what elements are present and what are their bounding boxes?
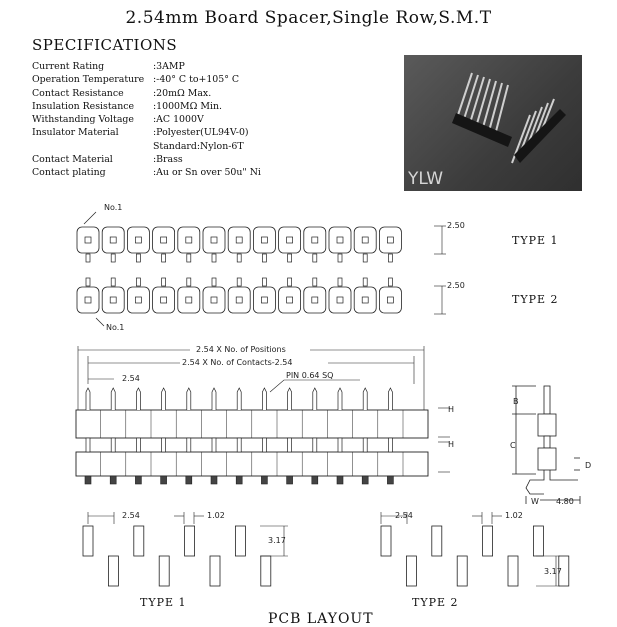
pcb-layout-title: PCB LAYOUT bbox=[268, 611, 374, 627]
pcb-pad bbox=[508, 556, 518, 586]
contact-cell bbox=[203, 278, 225, 313]
pin-square bbox=[312, 297, 318, 303]
pin-square bbox=[110, 297, 116, 303]
spec-value: :20mΩ Max. bbox=[153, 87, 212, 99]
pin-top bbox=[136, 388, 140, 410]
pin-mid bbox=[212, 438, 216, 452]
pcb-pad bbox=[108, 556, 118, 586]
pin-top bbox=[338, 388, 342, 410]
pin-square bbox=[362, 297, 368, 303]
contact-tail bbox=[111, 278, 115, 286]
pcb-pitch-1: 2.54 bbox=[122, 511, 140, 520]
pin-mid bbox=[388, 438, 392, 452]
contact-cell bbox=[354, 227, 376, 262]
contact-cell bbox=[329, 227, 351, 262]
pin-square bbox=[186, 297, 192, 303]
contact-tail bbox=[363, 278, 367, 286]
pin-mid bbox=[86, 438, 90, 452]
pin-square bbox=[85, 237, 91, 243]
pin-square bbox=[387, 237, 393, 243]
pcb-pad bbox=[432, 526, 442, 556]
contact-tail bbox=[86, 254, 90, 262]
pin-square bbox=[186, 237, 192, 243]
dim-positions: 2.54 X No. of Positions bbox=[196, 345, 286, 354]
pcb-type2-label: TYPE 2 bbox=[412, 596, 459, 609]
contact-cell bbox=[354, 278, 376, 313]
contact-cell bbox=[77, 278, 99, 313]
contact-tail bbox=[237, 254, 241, 262]
pin-top bbox=[237, 388, 241, 410]
contact-tail bbox=[363, 254, 367, 262]
pcb-pitch-2: 2.54 bbox=[395, 511, 413, 520]
contact-cell bbox=[178, 227, 200, 262]
pin-top bbox=[262, 388, 266, 410]
contact-tail bbox=[136, 278, 140, 286]
side-d-label: D bbox=[585, 461, 592, 470]
pcb-type1-label: TYPE 1 bbox=[140, 596, 187, 609]
contact-cell bbox=[329, 278, 351, 313]
pin-square bbox=[261, 297, 267, 303]
side-480-label: 4.80 bbox=[556, 497, 574, 506]
pin-square bbox=[135, 297, 141, 303]
pcb-pad bbox=[185, 526, 195, 556]
side-view bbox=[510, 386, 591, 506]
contact-tail bbox=[162, 254, 166, 262]
pcb-pad bbox=[159, 556, 169, 586]
pcb-pad bbox=[533, 526, 543, 556]
pin-square bbox=[337, 297, 343, 303]
contact-tail bbox=[388, 278, 392, 286]
spec-value: :1000MΩ Min. bbox=[153, 100, 222, 112]
contact-cell bbox=[228, 227, 250, 262]
contact-tail bbox=[86, 278, 90, 286]
contact-cell bbox=[379, 278, 401, 313]
pin-mid bbox=[313, 438, 317, 452]
pin1-label-2: No.1 bbox=[106, 323, 125, 332]
pin-mid bbox=[338, 438, 342, 452]
pin-square bbox=[85, 297, 91, 303]
contact-cell bbox=[228, 278, 250, 313]
side-c-label: C bbox=[510, 441, 516, 450]
spec-label: Withstanding Voltage bbox=[32, 114, 134, 126]
pin1-label: No.1 bbox=[104, 203, 123, 212]
photo-brand-watermark: YLW bbox=[408, 169, 444, 189]
pin-top bbox=[288, 388, 292, 410]
contact-cell bbox=[253, 278, 275, 313]
contact-tail bbox=[136, 254, 140, 262]
contact-cell bbox=[304, 227, 326, 262]
spec-value: :3AMP bbox=[153, 61, 185, 72]
pcb-pad bbox=[381, 526, 391, 556]
spec-value: Standard:Nylon-6T bbox=[153, 140, 244, 152]
contact-tail bbox=[313, 278, 317, 286]
pin-square bbox=[287, 237, 293, 243]
contact-cell bbox=[102, 278, 124, 313]
h-dim-2: H bbox=[448, 440, 455, 449]
spec-label: Contact Resistance bbox=[32, 87, 124, 99]
pcb-pad bbox=[83, 526, 93, 556]
pcb-pad bbox=[210, 556, 220, 586]
contact-tail bbox=[288, 254, 292, 262]
pin-foot bbox=[110, 476, 116, 484]
pin-foot bbox=[135, 476, 141, 484]
pin-square bbox=[312, 237, 318, 243]
pin-square bbox=[161, 297, 167, 303]
pin-foot bbox=[261, 476, 267, 484]
pin-top bbox=[162, 388, 166, 410]
pcb-pad-1: 1.02 bbox=[207, 511, 225, 520]
pin-foot bbox=[337, 476, 343, 484]
pin-square bbox=[287, 297, 293, 303]
contact-tail bbox=[237, 278, 241, 286]
contact-tail bbox=[338, 278, 342, 286]
pin-foot bbox=[287, 476, 293, 484]
pin-top bbox=[86, 388, 90, 410]
front-view bbox=[76, 344, 454, 484]
pcb-pad bbox=[483, 526, 493, 556]
contact-tail bbox=[187, 254, 191, 262]
contact-cell bbox=[153, 278, 175, 313]
contact-cell bbox=[279, 278, 301, 313]
pin-top bbox=[187, 388, 191, 410]
page-title: 2.54mm Board Spacer,Single Row,S.M.T bbox=[125, 8, 492, 28]
dim-2-50-top: 2.50 bbox=[447, 221, 465, 230]
pin-top bbox=[388, 388, 392, 410]
contact-tail bbox=[262, 254, 266, 262]
pin-square bbox=[337, 237, 343, 243]
pin-foot bbox=[186, 476, 192, 484]
spec-label: Current Rating bbox=[32, 61, 105, 72]
contact-cell bbox=[127, 227, 149, 262]
contact-cell bbox=[304, 278, 326, 313]
pin-top bbox=[363, 388, 367, 410]
dim-2-50-bottom: 2.50 bbox=[447, 281, 465, 290]
pin-square bbox=[362, 237, 368, 243]
pcb-pad-2: 1.02 bbox=[505, 511, 523, 520]
pin-square bbox=[211, 297, 217, 303]
pcb-pad bbox=[261, 556, 271, 586]
contact-tail bbox=[187, 278, 191, 286]
top-view-type1 bbox=[77, 203, 559, 262]
pcb-pad bbox=[134, 526, 144, 556]
contact-tail bbox=[162, 278, 166, 286]
spec-value: :Au or Sn over 50u" Ni bbox=[153, 167, 261, 179]
contact-cell bbox=[178, 278, 200, 313]
pcb-pad bbox=[235, 526, 245, 556]
contact-tail bbox=[111, 254, 115, 262]
pin-foot bbox=[161, 476, 167, 484]
side-b-label: B bbox=[513, 397, 519, 406]
pcb-pad bbox=[406, 556, 416, 586]
pin-top bbox=[212, 388, 216, 410]
pin-square bbox=[110, 237, 116, 243]
contact-tail bbox=[388, 254, 392, 262]
pin-square bbox=[236, 297, 242, 303]
spec-label: Insulator Material bbox=[32, 127, 119, 139]
contact-tail bbox=[288, 278, 292, 286]
pin-foot bbox=[85, 476, 91, 484]
pin-top bbox=[111, 388, 115, 410]
contact-cell bbox=[127, 278, 149, 313]
spec-label: Insulation Resistance bbox=[32, 100, 135, 112]
dim-contacts: 2.54 X No. of Contacts-2.54 bbox=[182, 358, 293, 367]
pin-mid bbox=[262, 438, 266, 452]
contact-cell bbox=[279, 227, 301, 262]
contact-tail bbox=[313, 254, 317, 262]
pin-mid bbox=[111, 438, 115, 452]
pin-square bbox=[161, 237, 167, 243]
pcb-offset-2: 3.17 bbox=[544, 567, 562, 576]
contact-cell bbox=[253, 227, 275, 262]
contact-tail bbox=[262, 278, 266, 286]
pin-mid bbox=[288, 438, 292, 452]
pin-mid bbox=[237, 438, 241, 452]
pin-square bbox=[261, 237, 267, 243]
pin-mid bbox=[187, 438, 191, 452]
spec-label: Contact plating bbox=[32, 167, 106, 179]
contact-cell bbox=[153, 227, 175, 262]
spec-value: :-40° C to+105° C bbox=[153, 74, 240, 86]
specifications-heading: SPECIFICATIONS bbox=[32, 36, 178, 54]
spec-value: :Polyester(UL94V-0) bbox=[153, 127, 249, 139]
pin-mid bbox=[162, 438, 166, 452]
pin-foot bbox=[312, 476, 318, 484]
dim-pitch: 2.54 bbox=[122, 374, 140, 383]
pin-size-label: PIN 0.64 SQ bbox=[286, 371, 334, 380]
top-view-type2 bbox=[77, 278, 559, 332]
contact-cell bbox=[77, 227, 99, 262]
pin-square bbox=[135, 237, 141, 243]
pcb-layout bbox=[83, 511, 569, 627]
spec-value: :AC 1000V bbox=[153, 114, 204, 126]
pcb-pad bbox=[457, 556, 467, 586]
pin-top bbox=[313, 388, 317, 410]
pin-foot bbox=[211, 476, 217, 484]
pin-mid bbox=[363, 438, 367, 452]
contact-tail bbox=[212, 254, 216, 262]
spec-label: Contact Material bbox=[32, 154, 113, 166]
type2-label: TYPE 2 bbox=[512, 293, 559, 306]
type1-label: TYPE 1 bbox=[512, 234, 559, 247]
pin-square bbox=[236, 237, 242, 243]
pin-foot bbox=[236, 476, 242, 484]
pin-square bbox=[211, 237, 217, 243]
contact-cell bbox=[379, 227, 401, 262]
spec-value: :Brass bbox=[153, 154, 183, 166]
pcb-offset-1: 3.17 bbox=[268, 536, 286, 545]
side-w-label: W bbox=[531, 497, 539, 506]
contact-tail bbox=[338, 254, 342, 262]
pin-mid bbox=[136, 438, 140, 452]
contact-cell bbox=[203, 227, 225, 262]
spec-label: Operation Temperature bbox=[32, 74, 145, 86]
pin-foot bbox=[387, 476, 393, 484]
h-dim-1: H bbox=[448, 405, 455, 414]
pin-foot bbox=[362, 476, 368, 484]
pin-square bbox=[387, 297, 393, 303]
contact-tail bbox=[212, 278, 216, 286]
contact-cell bbox=[102, 227, 124, 262]
